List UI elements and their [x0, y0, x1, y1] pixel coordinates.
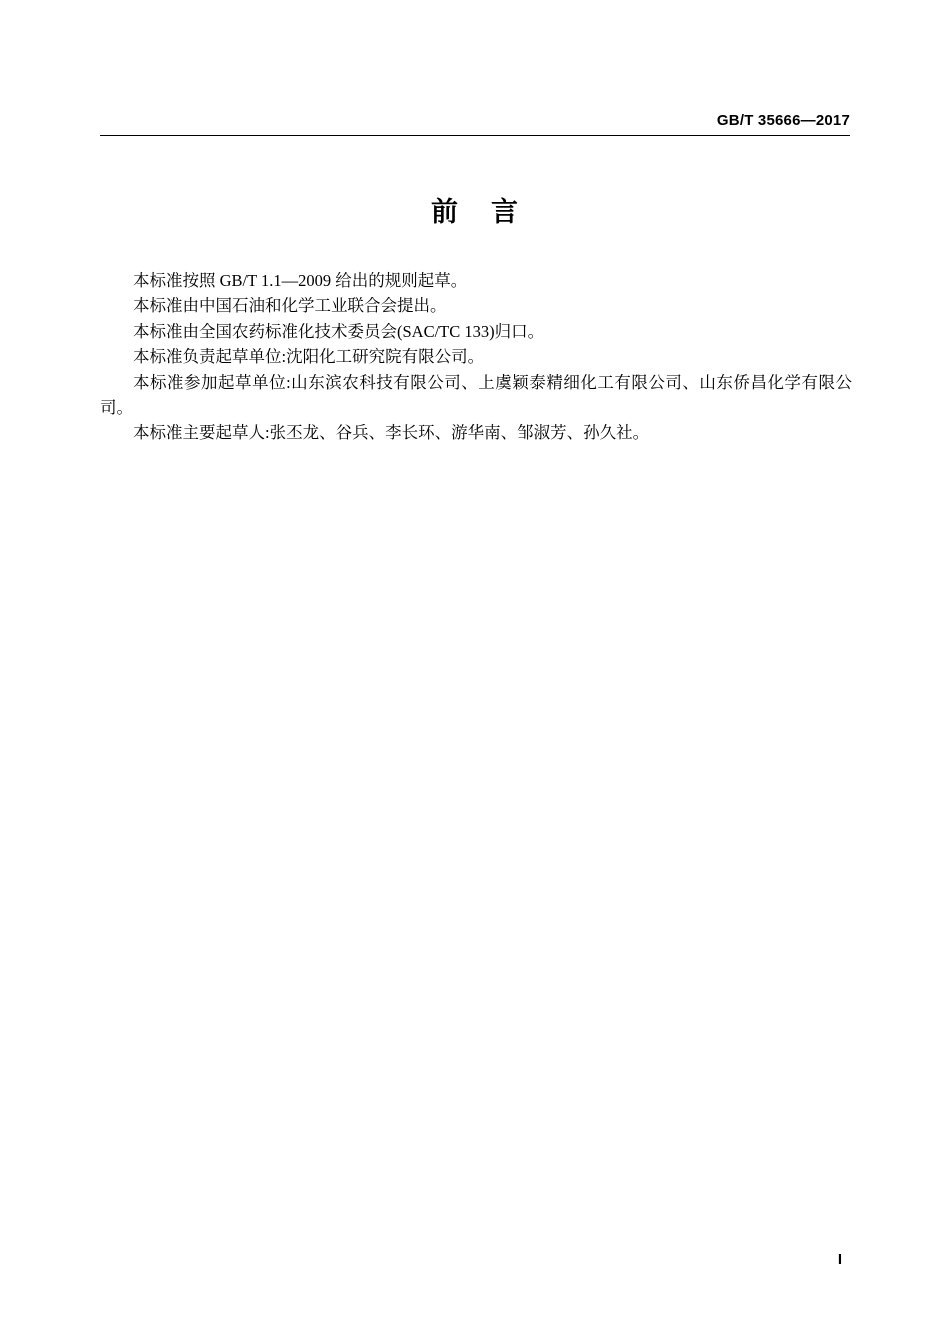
page-title [0, 190, 950, 229]
page-title-char-1: 前 [431, 197, 459, 227]
foreword-paragraph: 本标准按照 GB/T 1.1—2009 给出的规则起草。 [133, 271, 468, 290]
foreword-paragraph: 本标准主要起草人:张丕龙、谷兵、李长环、游华南、邹淑芳、孙久社。 [133, 423, 650, 443]
header-divider [100, 135, 850, 136]
page-title-char-2: 言 [491, 197, 519, 227]
foreword-body [100, 268, 852, 446]
standard-number: GB/T 35666—2017 [716, 112, 850, 129]
foreword-paragraph: 本标准参加起草单位:山东滨农科技有限公司、上虞颖泰精细化工有限公司、山东侨昌化学有限公司。 [100, 372, 852, 418]
foreword-paragraph: 本标准由中国石油和化学工业联合会提出。 [133, 296, 447, 316]
page-number: I [837, 1251, 842, 1268]
page-header [100, 112, 850, 134]
foreword-paragraph: 本标准负责起草单位:沈阳化工研究院有限公司。 [133, 347, 485, 367]
foreword-paragraph: 本标准由全国农药标准化技术委员会(SAC/TC 133)归口。 [133, 321, 545, 341]
